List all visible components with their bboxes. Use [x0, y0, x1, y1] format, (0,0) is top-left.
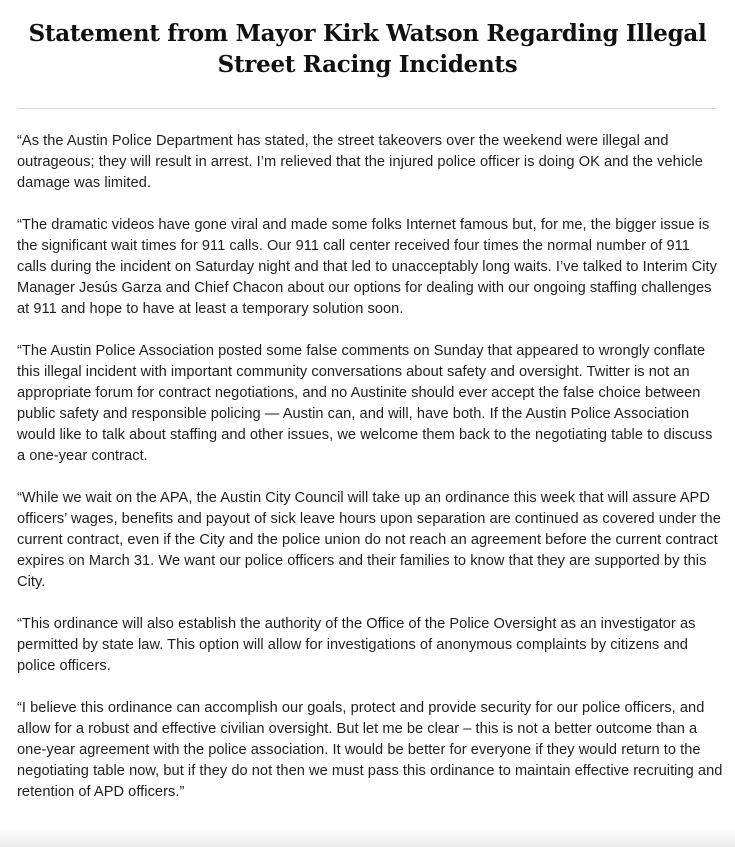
page-title: Statement from Mayor Kirk Watson Regarding Illegal Street Racing Incidents — [28, 20, 707, 78]
title-divider — [17, 108, 717, 109]
bottom-edge-shade — [0, 829, 735, 847]
statement-paragraph: “While we wait on the APA, the Austin City Council will take up an ordinance this week that will assure APD officers’ wages, benefits and payout of sick leave hours upon separation are continued as covered under the current contract, even if the City and the police union do not reach an agreement before the current contract expires on March 31. We want our police officers and their families to know that they are supported by this City. — [17, 490, 721, 590]
statement-paragraph: “The Austin Police Association posted some false comments on Sunday that appeared to wrongly conflate this illegal incident with important community conversations about safety and oversight. Twitter is not an appropriate forum for contract negotiations, and no Austinite should ever accept the false choice between public safety and responsible policing — Austin can, and will, have both. If the Austin Police Association would like to talk about staffing and other issues, we welcome them back to the negotiating table to discuss a one-year contract. — [17, 343, 713, 464]
statement-paragraph: “I believe this ordinance can accomplish our goals, protect and provide security for our police officers, and allow for a robust and effective civilian oversight. But let me be clear – this is not a better outcome than a one-year agreement with the police association. It would be better for everyone if they would return to the negotiating table now, but if they do not then we must pass this ordinance to maintain effective recruiting and retention of APD officers.” — [17, 700, 723, 800]
statement-body — [17, 131, 723, 824]
statement-paragraph: “The dramatic videos have gone viral and made some folks Internet famous but, for me, the bigger issue is the significant wait times for 911 calls. Our 911 call center received four times the normal number of 911 calls during the incident on Saturday night and that led to unacceptably long waits. I’ve talked to Interim City Manager Jesús Garza and Chief Chacon about our options for dealing with our ongoing staffing challenges at 911 and hope to have at least a temporary solution soon. — [17, 217, 718, 317]
statement-paragraph: “This ordinance will also establish the authority of the Office of the Police Oversight as an investigator as permitted by state law. This option will allow for investigations of anonymous complaints by citizens and police officers. — [17, 616, 696, 674]
statement-paragraph: “As the Austin Police Department has stated, the street takeovers over the weekend were illegal and outrageous; they will result in arrest. I’m relieved that the injured police officer is doing OK and the vehicle damage was limited. — [17, 133, 703, 191]
